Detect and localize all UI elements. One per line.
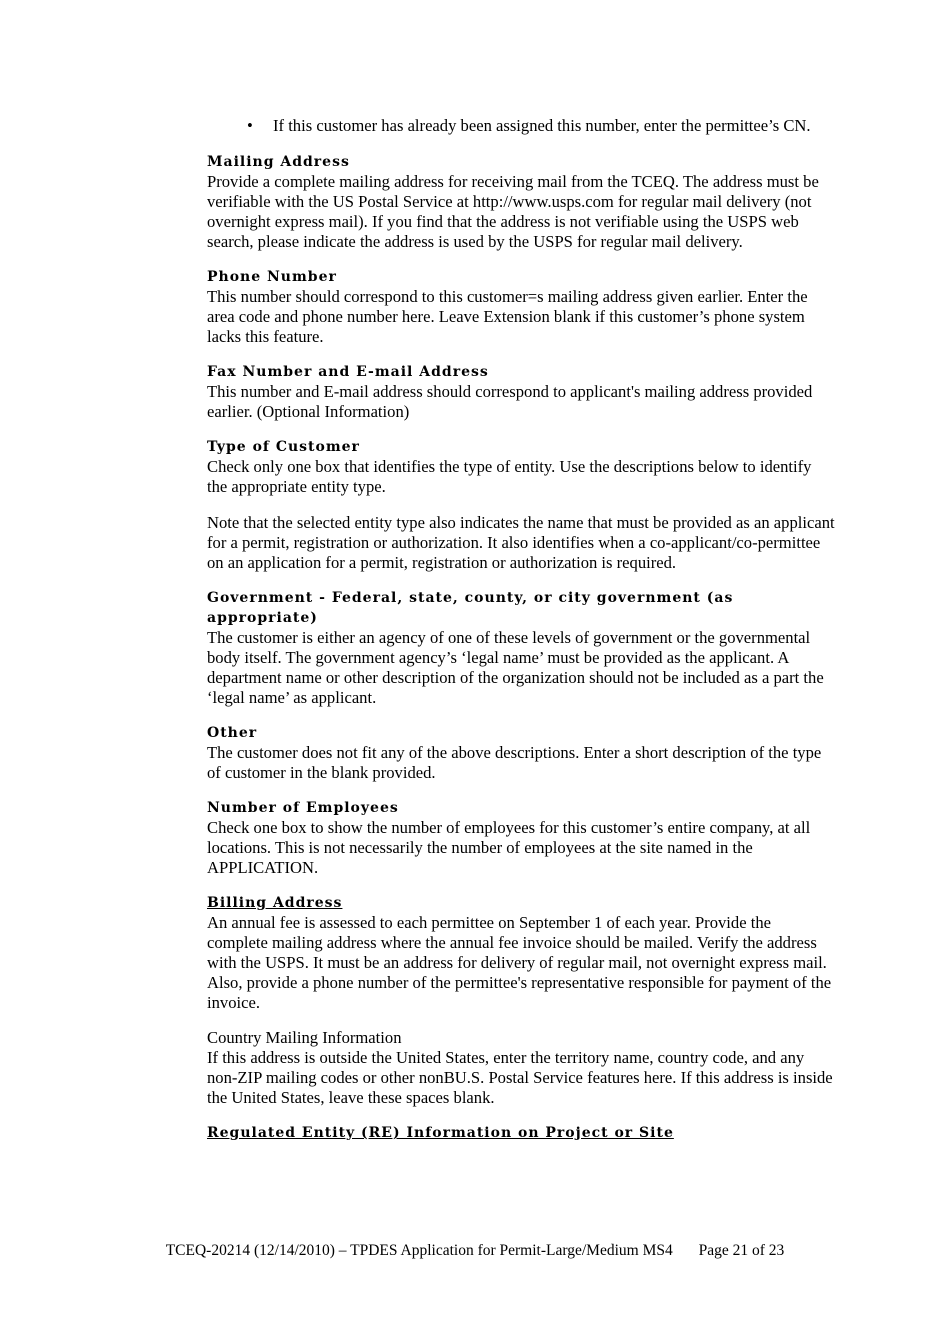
section-paragraph: The customer is either an agency of one of these levels of government or the governmental body itself. The government agency’s ‘legal name’ must be provided as the applicant. A department name or other description of the organization should not be included as a part the ‘legal name’ as applicant.: [207, 628, 824, 707]
footer-page-number: Page 21 of 23: [698, 1242, 785, 1259]
section-country-mailing: [207, 1028, 835, 1108]
section-type-of-customer: [207, 437, 835, 573]
final-section-heading: Regulated Entity (RE) Information on Project or Site: [207, 1125, 674, 1141]
section-paragraph: The customer does not fit any of the above descriptions. Enter a short description of the type of customer in the blank provided.: [207, 743, 822, 782]
section-paragraph: Provide a complete mailing address for receiving mail from the TCEQ. The address must be verifiable with the US Postal Service at http://www.usps.com for regular mail delivery (not overnight express mail). If you find that the address is not verifiable using the USPS web search, please indicate the address is used by the USPS for regular mail delivery.: [207, 172, 819, 251]
section-paragraph: Note that the selected entity type also indicates the name that must be provided as an applicant for a permit, registration or authorization. It also identifies when a co-applicant/co-permittee on an application for a permit, registration or authorization is required.: [207, 513, 835, 572]
page-footer: [0, 1242, 950, 1260]
section-paragraph: This number and E-mail address should correspond to applicant's mailing address provided earlier. (Optional Information): [207, 382, 813, 421]
page-content: [207, 116, 835, 1143]
section-heading: Country Mailing Information: [207, 1028, 402, 1047]
section-billing-address: [207, 893, 835, 1013]
section-heading: Other: [207, 725, 258, 741]
section-heading: Billing Address: [207, 895, 343, 911]
section-heading: Number of Employees: [207, 800, 399, 816]
section-heading: Phone Number: [207, 269, 337, 285]
section-other: [207, 723, 835, 783]
section-heading: Mailing Address: [207, 154, 350, 170]
section-paragraph: Check one box to show the number of employees for this customer’s entire company, at all locations. This is not necessarily the number of employees at the site named in the APPLICATION.: [207, 818, 811, 877]
section-government: [207, 588, 835, 708]
bullet-icon: •: [247, 116, 253, 135]
section-heading: Type of Customer: [207, 439, 360, 455]
section-fax-email: [207, 362, 835, 422]
bullet-item: [247, 116, 835, 136]
section-paragraph: An annual fee is assessed to each permittee on September 1 of each year. Provide the complete mailing address where the annual fee invoice should be mailed. Verify the address with the USPS. It must be an address for delivery of regular mail, not overnight express mail. Also, provide a phone number of the permittee's representative responsible for payment of the invoice.: [207, 913, 832, 1012]
section-paragraph: This number should correspond to this customer=s mailing address given earlier. Enter the area code and phone number here. Leave Extension blank if this customer’s phone system lacks this feature.: [207, 287, 808, 346]
section-number-of-employees: [207, 798, 835, 878]
section-heading: Fax Number and E-mail Address: [207, 364, 489, 380]
section-paragraph: If this address is outside the United States, enter the territory name, country code, and any non-ZIP mailing codes or other nonBU.S. Postal Service features here. If this address is inside the United States, leave these spaces blank.: [207, 1048, 833, 1107]
footer-form-id: TCEQ-20214 (12/14/2010) – TPDES Application for Permit-Large/Medium MS4: [165, 1242, 673, 1259]
section-heading: Government - Federal, state, county, or city government (as appropriate): [207, 590, 734, 626]
section-mailing-address: [207, 152, 835, 252]
bullet-text: If this customer has already been assigned this number, enter the permittee’s CN.: [273, 116, 811, 135]
section-phone-number: [207, 267, 835, 347]
section-paragraph: Check only one box that identifies the type of entity. Use the descriptions below to identify the appropriate entity type.: [207, 457, 812, 496]
